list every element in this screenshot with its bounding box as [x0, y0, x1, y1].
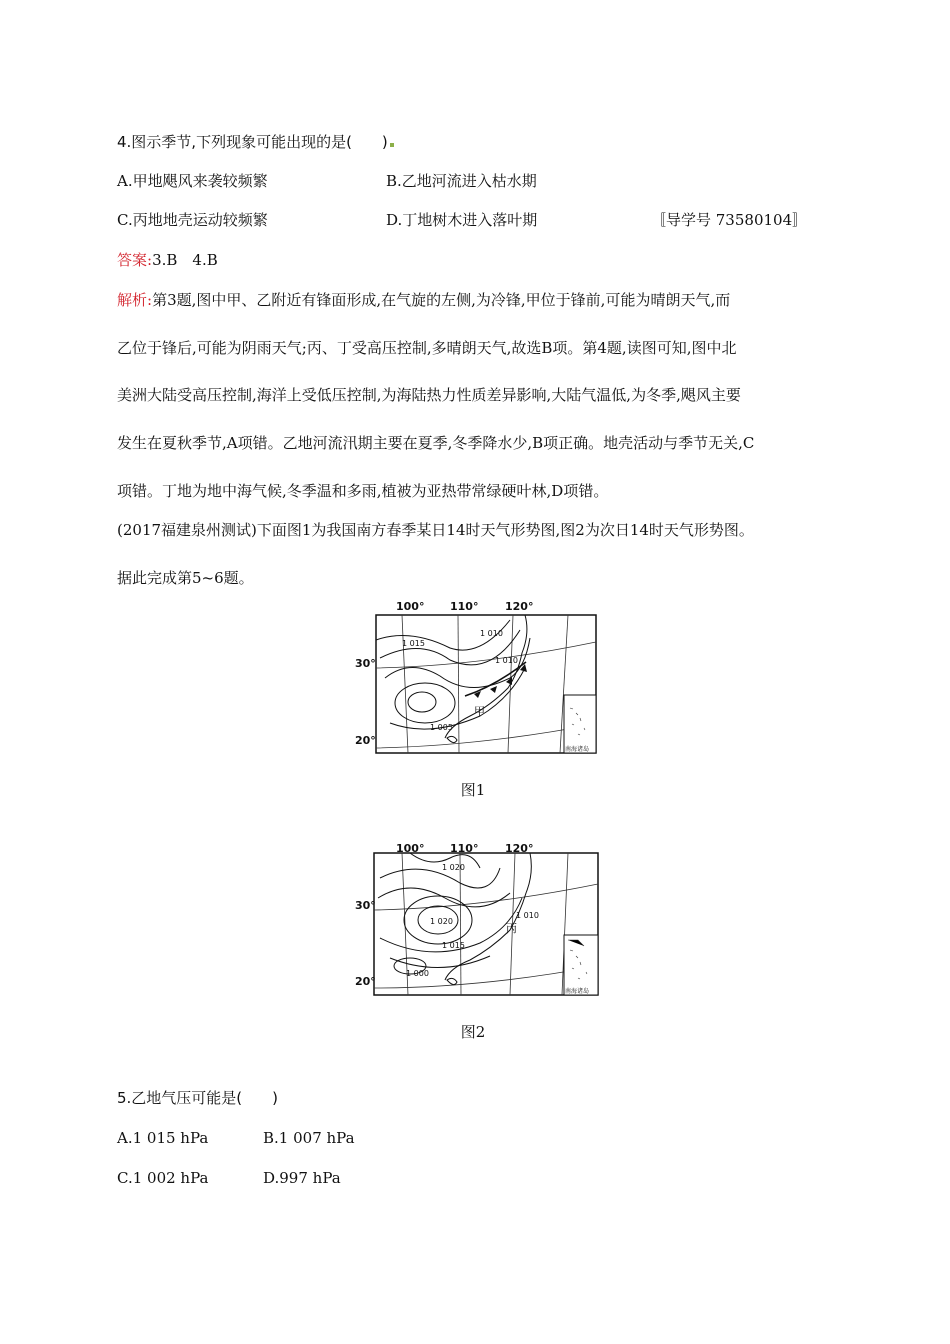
analysis-line-2: 乙位于锋后,可能为阴雨天气;丙、丁受高压控制,多晴朗天气,故选B项。第4题,读图可知,图中北 [117, 339, 737, 357]
isobars [376, 620, 530, 729]
inset-label: 南海诸岛 [565, 988, 590, 995]
lon-label: 120° [505, 842, 534, 855]
q4-option-c: C.丙地地壳运动较频繁 [117, 211, 268, 229]
guide-number: 〚导学号 73580104〛 [651, 211, 808, 229]
isobar-label: 1 010 [516, 911, 539, 920]
mark-dot [390, 143, 394, 147]
lon-label: 110° [450, 842, 479, 855]
question-5-stem: 5.乙地气压可能是( ) [117, 1089, 279, 1107]
analysis-line-4: 发生在夏秋季节,A项错。乙地河流汛期主要在夏季,冬季降水少,B项正确。地壳活动与季节无关,C [117, 434, 755, 452]
analysis-label: 解析: [117, 291, 153, 309]
isobar-label: 1 020 [430, 917, 453, 926]
answer-text: 3.B 4.B [152, 251, 218, 269]
intro-line-2: 据此完成第5~6题。 [117, 569, 254, 587]
isobar-label: 1 020 [442, 863, 465, 872]
lon-label: 110° [450, 600, 479, 613]
inset-label: 南海诸岛 [565, 746, 590, 753]
weather-map-figure-2 [350, 838, 602, 1000]
analysis-line-1: 解析:第3题,图中甲、乙附近有锋面形成,在气旋的左侧,为冷锋,甲位于锋前,可能为晴朗天气,而 [117, 291, 731, 309]
isobar-label: 1 015 [442, 941, 465, 950]
inset-box [564, 695, 596, 753]
place-label-jia: 甲 [474, 705, 485, 718]
answer-line [117, 250, 218, 270]
lon-label: 100° [396, 600, 425, 613]
q4-option-b: B.乙地河流进入枯水期 [386, 172, 537, 190]
hainan-island [447, 978, 457, 984]
lat-label: 20° [355, 975, 376, 988]
lat-label: 30° [355, 657, 376, 670]
isobar-label: 1 005 [430, 723, 453, 732]
q4-option-d: D.丁地树木进入落叶期 [386, 211, 538, 229]
answer-label: 答案: [117, 251, 153, 269]
intro-line-1: (2017福建泉州测试)下面图1为我国南方春季某日14时天气形势图,图2为次日14时天气形势图。 [117, 521, 754, 539]
q5-option-a: A.1 015 hPa [117, 1129, 209, 1147]
lon-label: 100° [396, 842, 425, 855]
lat-label: 30° [355, 899, 376, 912]
figure-1-caption: 图1 [460, 781, 486, 799]
isobar-label: 1 015 [402, 639, 425, 648]
analysis-line-3: 美洲大陆受高压控制,海洋上受低压控制,为海陆热力性质差异影响,大陆气温低,为冬季,飓风主要 [117, 386, 741, 404]
lon-label: 120° [505, 600, 534, 613]
q5-option-d: D.997 hPa [263, 1169, 341, 1187]
lat-label: 20° [355, 734, 376, 747]
weather-map-figure-1 [350, 598, 602, 758]
q5-option-c: C.1 002 hPa [117, 1169, 209, 1187]
q4-option-a: A.甲地飓风来袭较频繁 [117, 172, 268, 190]
q5-option-b: B.1 007 hPa [263, 1129, 355, 1147]
isobar-label: 1 000 [406, 969, 429, 978]
place-label-bing: 丙 [506, 922, 517, 935]
analysis-line-5: 项错。丁地为地中海气候,冬季温和多雨,植被为亚热带常绿硬叶林,D项错。 [117, 482, 609, 500]
hainan-island [447, 736, 457, 742]
figure-2-caption: 图2 [460, 1023, 486, 1041]
question-4-stem: 4.图示季节,下列现象可能出现的是( ) [117, 132, 394, 152]
isobar-label: 1 010 [495, 656, 518, 665]
isobar-label: 1 010 [480, 629, 503, 638]
